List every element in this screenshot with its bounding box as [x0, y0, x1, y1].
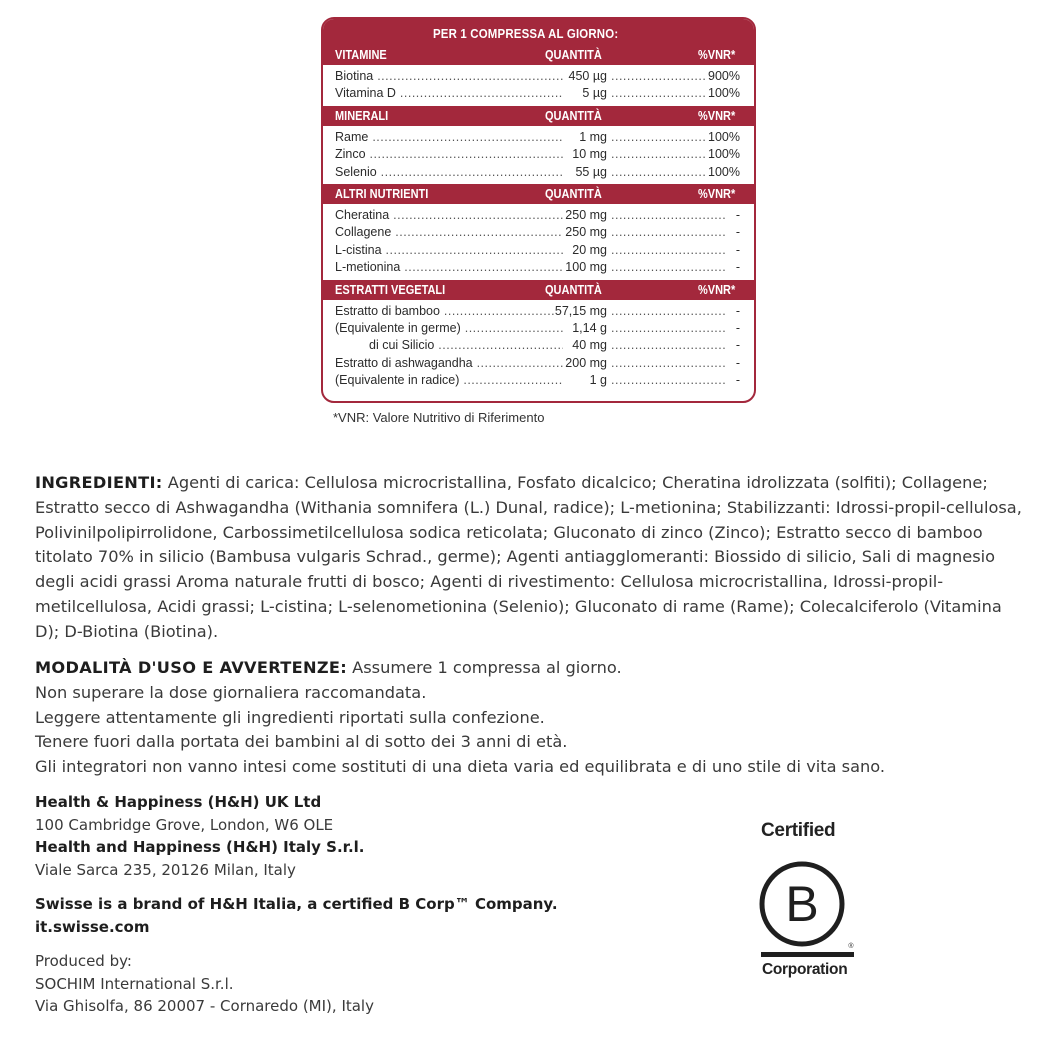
nutrient-row: Biotina ..... 450 µg ..... 900% [323, 68, 754, 85]
bcorp-logo [755, 820, 861, 980]
vnr-column-label: %VNR* [697, 282, 735, 297]
section-header-altri-nutrienti [323, 184, 754, 204]
producer-address: Via Ghisolfa, 86 20007 - Cornaredo (MI), Italy [35, 997, 374, 1015]
usage-line: Assumere 1 compressa al giorno. [352, 658, 622, 677]
usage-line: Leggere attentamente gli ingredienti riportati sulla confezione. [35, 707, 545, 727]
section-header-vitamine [323, 45, 754, 65]
section-title: VITAMINE [335, 48, 387, 62]
it-company-address: Viale Sarca 235, 20126 Milan, Italy [35, 860, 296, 879]
nutrient-row: (Equivalente in germe) ..... 1,14 g ..... - [323, 320, 754, 337]
bcorp-b-icon [755, 820, 861, 960]
vnr-column-label: %VNR* [697, 48, 735, 62]
usage-label: MODALITÀ D'USO E AVVERTENZE: [35, 658, 347, 677]
qty-column-label: QUANTITÀ [545, 186, 602, 201]
vnr-column-label: %VNR* [697, 186, 735, 201]
qty-column-label: QUANTITÀ [545, 282, 602, 297]
nutrient-row: Zinco ..... 10 mg ..... 100% [323, 146, 754, 163]
section-rows-minerali [323, 126, 754, 184]
vnr-column-label: %VNR* [697, 108, 735, 123]
nutrient-row: Cheratina ..... 250 mg ..... - [323, 207, 754, 224]
bcorp-certified-text: Certified [761, 820, 836, 841]
uk-company-name: Health & Happiness (H&H) UK Ltd [35, 793, 322, 811]
nutrient-row: di cui Silicio ..... 40 mg ..... - [323, 337, 754, 354]
section-header-minerali [323, 106, 754, 126]
bcorp-letter: B [785, 876, 819, 932]
nutrient-row: L-cistina ..... 20 mg ..... - [323, 242, 754, 259]
brand-note: Swisse is a brand of H&H Italia, a certified B Corp™ Company. [35, 895, 558, 913]
it-company-name: Health and Happiness (H&H) Italy S.r.l. [35, 838, 365, 856]
section-rows-estratti-vegetali [323, 300, 754, 393]
bcorp-corporation-text: Corporation [762, 961, 848, 978]
nutrient-row: Vitamina D ..... 5 µg ..... 100% [323, 85, 754, 102]
company-addresses [35, 791, 364, 881]
producer-info [35, 950, 374, 1018]
section-rows-vitamine [323, 65, 754, 106]
produced-by-label: Produced by: [35, 952, 132, 970]
nutrient-row: Rame ..... 1 mg ..... 100% [323, 129, 754, 146]
nutrition-table [321, 17, 756, 403]
ingredients-paragraph [35, 471, 1025, 645]
nutrient-row: Collagene ..... 250 mg ..... - [323, 224, 754, 241]
qty-column-label: QUANTITÀ [545, 48, 602, 62]
usage-paragraph [35, 656, 1025, 780]
section-header-estratti-vegetali [323, 280, 754, 300]
registered-mark: ® [848, 943, 854, 950]
nutrition-header: PER 1 COMPRESSA AL GIORNO: [323, 19, 754, 45]
section-title: ESTRATTI VEGETALI [335, 282, 446, 297]
nutrient-row: Estratto di ashwagandha ..... 200 mg ..... - [323, 355, 754, 372]
usage-line: Gli integratori non vanno intesi come sostituti di una dieta varia ed equilibrata e di uno stile di vita sano. [35, 757, 886, 777]
section-title: ALTRI NUTRIENTI [335, 186, 429, 201]
nutrient-row: (Equivalente in radice) ..... 1 g ..... - [323, 372, 754, 389]
website-link[interactable]: it.swisse.com [35, 917, 150, 936]
producer-name: SOCHIM International S.r.l. [35, 974, 234, 993]
brand-info [35, 893, 558, 938]
uk-company-address: 100 Cambridge Grove, London, W6 OLE [35, 815, 334, 834]
ingredients-label: INGREDIENTI: [35, 473, 163, 492]
nutrient-row: Selenio ..... 55 µg ..... 100% [323, 164, 754, 181]
nutrient-row: Estratto di bamboo ..... 57,15 mg ..... - [323, 303, 754, 320]
section-title: MINERALI [335, 108, 389, 123]
usage-line: Tenere fuori dalla portata dei bambini al di sotto dei 3 anni di età. [35, 732, 568, 752]
usage-line: Non superare la dose giornaliera raccomandata. [35, 682, 427, 702]
ingredients-text: Agenti di carica: Cellulosa microcristallina, Fosfato dicalcico; Cheratina idrolizzata (solfiti); Collagene; Estratto secco di Ashwagandha (Withania somnifera (L.) Dunal, radice); L-metionina; Stabilizzanti: Idrossi-propil-cellulosa, Polivinilpolipirrolidone, Carbossimetilcellulosa sodica reticolata; Gluconato di zinco (Zinco); Estratto secco di bamboo titolato 70% in silicio (Bambusa vulgaris Schrad., germe); Agenti antiagglomeranti: Biossido di silicio, Sali di magnesio degli acidi grassi Aroma naturale frutti di bosco; Agenti di rivestimento: Cellulosa microcristallina, Idrossi-propil-metilcellulosa, Acidi grassi; L-cistina; L-selenometionina (Selenio); Gluconato di rame (Rame); Colecalciferolo (Vitamina D); D-Biotina (Biotina). [35, 473, 1022, 641]
nutrient-row: L-metionina ..... 100 mg ..... - [323, 259, 754, 276]
vnr-footnote: *VNR: Valore Nutritivo di Riferimento [333, 410, 545, 425]
qty-column-label: QUANTITÀ [545, 108, 602, 123]
section-rows-altri-nutrienti [323, 204, 754, 280]
